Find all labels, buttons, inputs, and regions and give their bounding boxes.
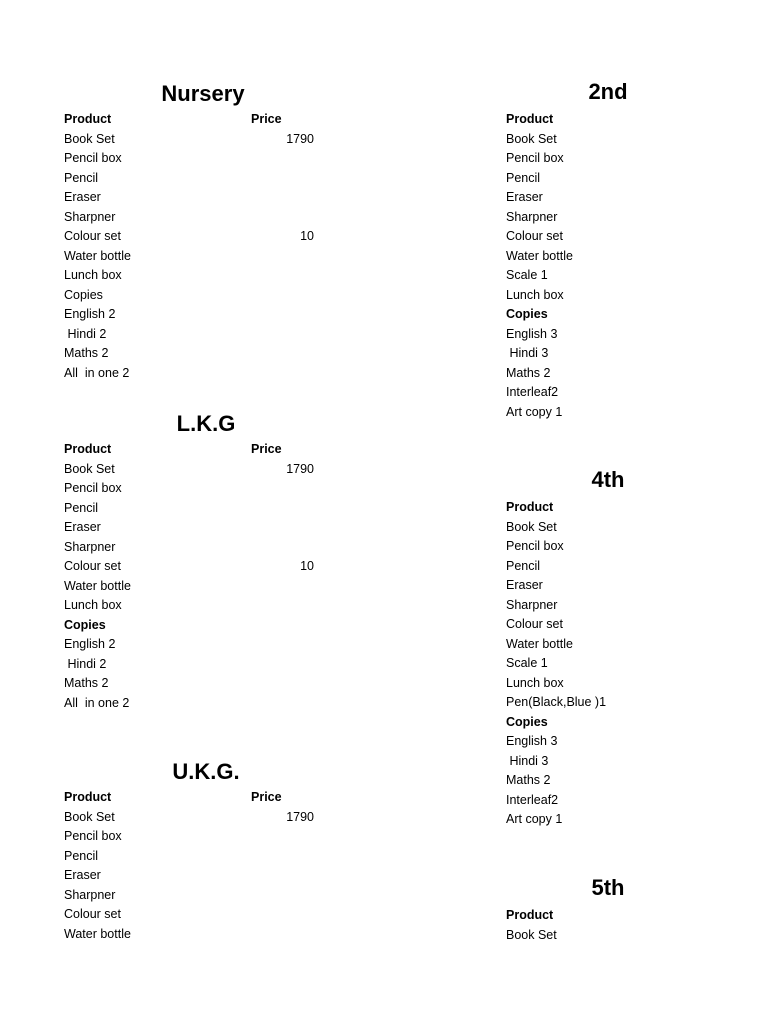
list-item xyxy=(506,149,706,169)
section-title: 4th xyxy=(591,467,625,492)
list-item xyxy=(64,847,314,867)
list-item xyxy=(64,616,314,636)
item-label: Eraser xyxy=(506,190,543,204)
item-label: Book Set xyxy=(506,927,557,942)
list-item xyxy=(506,403,706,423)
list-item xyxy=(506,810,706,830)
item-label: Pencil box xyxy=(506,539,564,553)
item-list xyxy=(506,498,706,830)
item-label: Pencil xyxy=(64,500,99,515)
item-label: Scale 1 xyxy=(506,656,548,670)
list-item xyxy=(506,286,706,306)
table-header-row xyxy=(64,440,314,460)
item-label: Copies xyxy=(64,617,106,632)
item-label: Pencil xyxy=(506,170,541,185)
item-label: Sharpner xyxy=(64,209,116,224)
list-item xyxy=(64,866,314,886)
list-item xyxy=(64,596,314,616)
item-label: Sharpner xyxy=(64,539,116,554)
list-item xyxy=(506,615,706,635)
item-label: Lunch box xyxy=(64,268,122,282)
list-item xyxy=(506,227,706,247)
item-label: Copies xyxy=(506,714,548,729)
item-list xyxy=(64,788,314,944)
item-label: Colour set xyxy=(506,229,563,243)
item-label: English 3 xyxy=(506,734,558,748)
list-item xyxy=(506,713,706,733)
table-header-row xyxy=(64,110,314,130)
item-price: 1790 xyxy=(286,461,314,476)
list-item xyxy=(506,130,706,150)
item-label: Sharpner xyxy=(64,887,116,902)
item-label: English 2 xyxy=(64,637,116,651)
price-header: Price xyxy=(251,112,282,126)
item-label: Hindi 2 xyxy=(64,656,107,671)
item-label: Eraser xyxy=(64,868,101,882)
item-label: Art copy 1 xyxy=(506,812,563,826)
item-label: Lunch box xyxy=(506,287,564,302)
item-label: Product xyxy=(506,908,554,922)
list-item xyxy=(64,130,314,150)
item-label: English 2 xyxy=(64,307,116,321)
list-item xyxy=(506,732,706,752)
item-label: Pencil xyxy=(64,848,99,863)
item-list xyxy=(64,110,314,383)
list-item xyxy=(64,149,314,169)
list-item xyxy=(506,791,706,811)
list-item xyxy=(64,655,314,675)
item-label: Maths 2 xyxy=(506,773,551,787)
list-item xyxy=(506,752,706,772)
item-label: Hindi 2 xyxy=(64,326,107,341)
list-item xyxy=(64,247,314,267)
list-item xyxy=(506,596,706,616)
list-item xyxy=(506,693,706,713)
list-item xyxy=(506,110,706,130)
list-item xyxy=(64,518,314,538)
list-item xyxy=(506,325,706,345)
item-label: Water bottle xyxy=(506,636,573,651)
table-header-row xyxy=(64,788,314,808)
item-label: Pencil box xyxy=(64,829,122,843)
price-header: Price xyxy=(251,790,282,804)
item-label: Scale 1 xyxy=(506,268,548,282)
item-label: Lunch box xyxy=(506,675,564,690)
list-item xyxy=(64,460,314,480)
item-label: Pencil box xyxy=(64,481,122,495)
item-label: All in one 2 xyxy=(64,365,130,380)
section-title: L.K.G xyxy=(176,411,236,436)
item-price: 10 xyxy=(300,229,314,243)
list-item xyxy=(506,537,706,557)
item-label: Pencil box xyxy=(506,151,564,165)
item-label: Art copy 1 xyxy=(506,404,563,419)
item-label: Book Set xyxy=(506,131,557,146)
list-item xyxy=(506,188,706,208)
item-label: Water bottle xyxy=(64,926,131,941)
item-label: Eraser xyxy=(506,578,543,592)
list-item xyxy=(64,208,314,228)
item-label: Eraser xyxy=(64,520,101,534)
list-item xyxy=(64,227,314,247)
item-label: Maths 2 xyxy=(64,346,109,360)
item-label: English 3 xyxy=(506,326,558,341)
item-label: Water bottle xyxy=(64,248,131,263)
list-item xyxy=(506,576,706,596)
list-item xyxy=(64,499,314,519)
item-label: Maths 2 xyxy=(64,676,109,690)
item-list xyxy=(64,440,314,713)
item-label: Sharpner xyxy=(506,597,558,612)
list-item xyxy=(64,635,314,655)
list-item xyxy=(506,674,706,694)
list-item xyxy=(506,498,706,518)
item-label: Book Set xyxy=(64,131,115,146)
list-item xyxy=(506,383,706,403)
item-label: Copies xyxy=(506,307,548,321)
list-item xyxy=(506,557,706,577)
item-label: Colour set xyxy=(506,617,563,631)
item-label: Product xyxy=(506,500,554,514)
list-item xyxy=(64,325,314,345)
list-item xyxy=(506,771,706,791)
item-label: Book Set xyxy=(64,809,115,824)
item-label: Pen(Black,Blue )1 xyxy=(506,695,607,709)
item-label: Hindi 3 xyxy=(506,346,549,360)
list-item xyxy=(506,654,706,674)
list-item xyxy=(506,305,706,325)
item-price: 1790 xyxy=(286,809,314,824)
list-item xyxy=(64,305,314,325)
item-label: Lunch box xyxy=(64,598,122,612)
list-item xyxy=(64,538,314,558)
item-label: Book Set xyxy=(506,519,557,534)
item-label: All in one 2 xyxy=(64,695,130,710)
list-item xyxy=(64,577,314,597)
list-item xyxy=(64,905,314,925)
list-item xyxy=(64,827,314,847)
list-item xyxy=(64,266,314,286)
list-item xyxy=(64,479,314,499)
list-item xyxy=(64,694,314,714)
list-item xyxy=(64,169,314,189)
list-item xyxy=(506,518,706,538)
list-item xyxy=(506,344,706,364)
item-label: Pencil xyxy=(506,558,541,573)
item-label: Pencil box xyxy=(64,151,122,165)
product-header: Product xyxy=(64,442,112,456)
section-title: Nursery xyxy=(161,81,245,106)
list-item xyxy=(506,169,706,189)
list-item xyxy=(506,266,706,286)
product-header: Product xyxy=(64,112,112,126)
item-price: 1790 xyxy=(286,131,314,146)
list-item xyxy=(506,635,706,655)
list-item xyxy=(506,364,706,384)
list-item xyxy=(64,674,314,694)
item-list xyxy=(506,110,706,422)
product-header: Product xyxy=(64,790,112,804)
item-label: Hindi 3 xyxy=(506,753,549,768)
item-label: Colour set xyxy=(64,559,121,573)
list-item xyxy=(64,344,314,364)
list-item xyxy=(64,286,314,306)
item-label: Product xyxy=(506,112,554,126)
item-label: Sharpner xyxy=(506,209,558,224)
item-label: Water bottle xyxy=(64,578,131,593)
list-item xyxy=(64,886,314,906)
item-label: Interleaf2 xyxy=(506,792,559,807)
list-item xyxy=(64,808,314,828)
item-label: Interleaf2 xyxy=(506,385,559,399)
list-item xyxy=(506,926,706,946)
item-price: 10 xyxy=(300,559,314,573)
list-item xyxy=(506,247,706,267)
list-item xyxy=(64,925,314,945)
list-item xyxy=(64,557,314,577)
price-header: Price xyxy=(251,442,282,456)
list-item xyxy=(506,906,706,926)
item-label: Eraser xyxy=(64,190,101,204)
section-title: 2nd xyxy=(588,79,628,104)
item-label: Maths 2 xyxy=(506,365,551,380)
section-title: U.K.G. xyxy=(172,759,240,784)
item-label: Pencil xyxy=(64,170,99,185)
item-list xyxy=(506,906,706,945)
list-item xyxy=(64,188,314,208)
item-label: Colour set xyxy=(64,229,121,243)
item-label: Book Set xyxy=(64,461,115,476)
item-label: Water bottle xyxy=(506,248,573,263)
item-label: Copies xyxy=(64,287,103,302)
list-item xyxy=(64,364,314,384)
list-item xyxy=(506,208,706,228)
section-title: 5th xyxy=(591,875,625,900)
item-label: Colour set xyxy=(64,907,121,921)
